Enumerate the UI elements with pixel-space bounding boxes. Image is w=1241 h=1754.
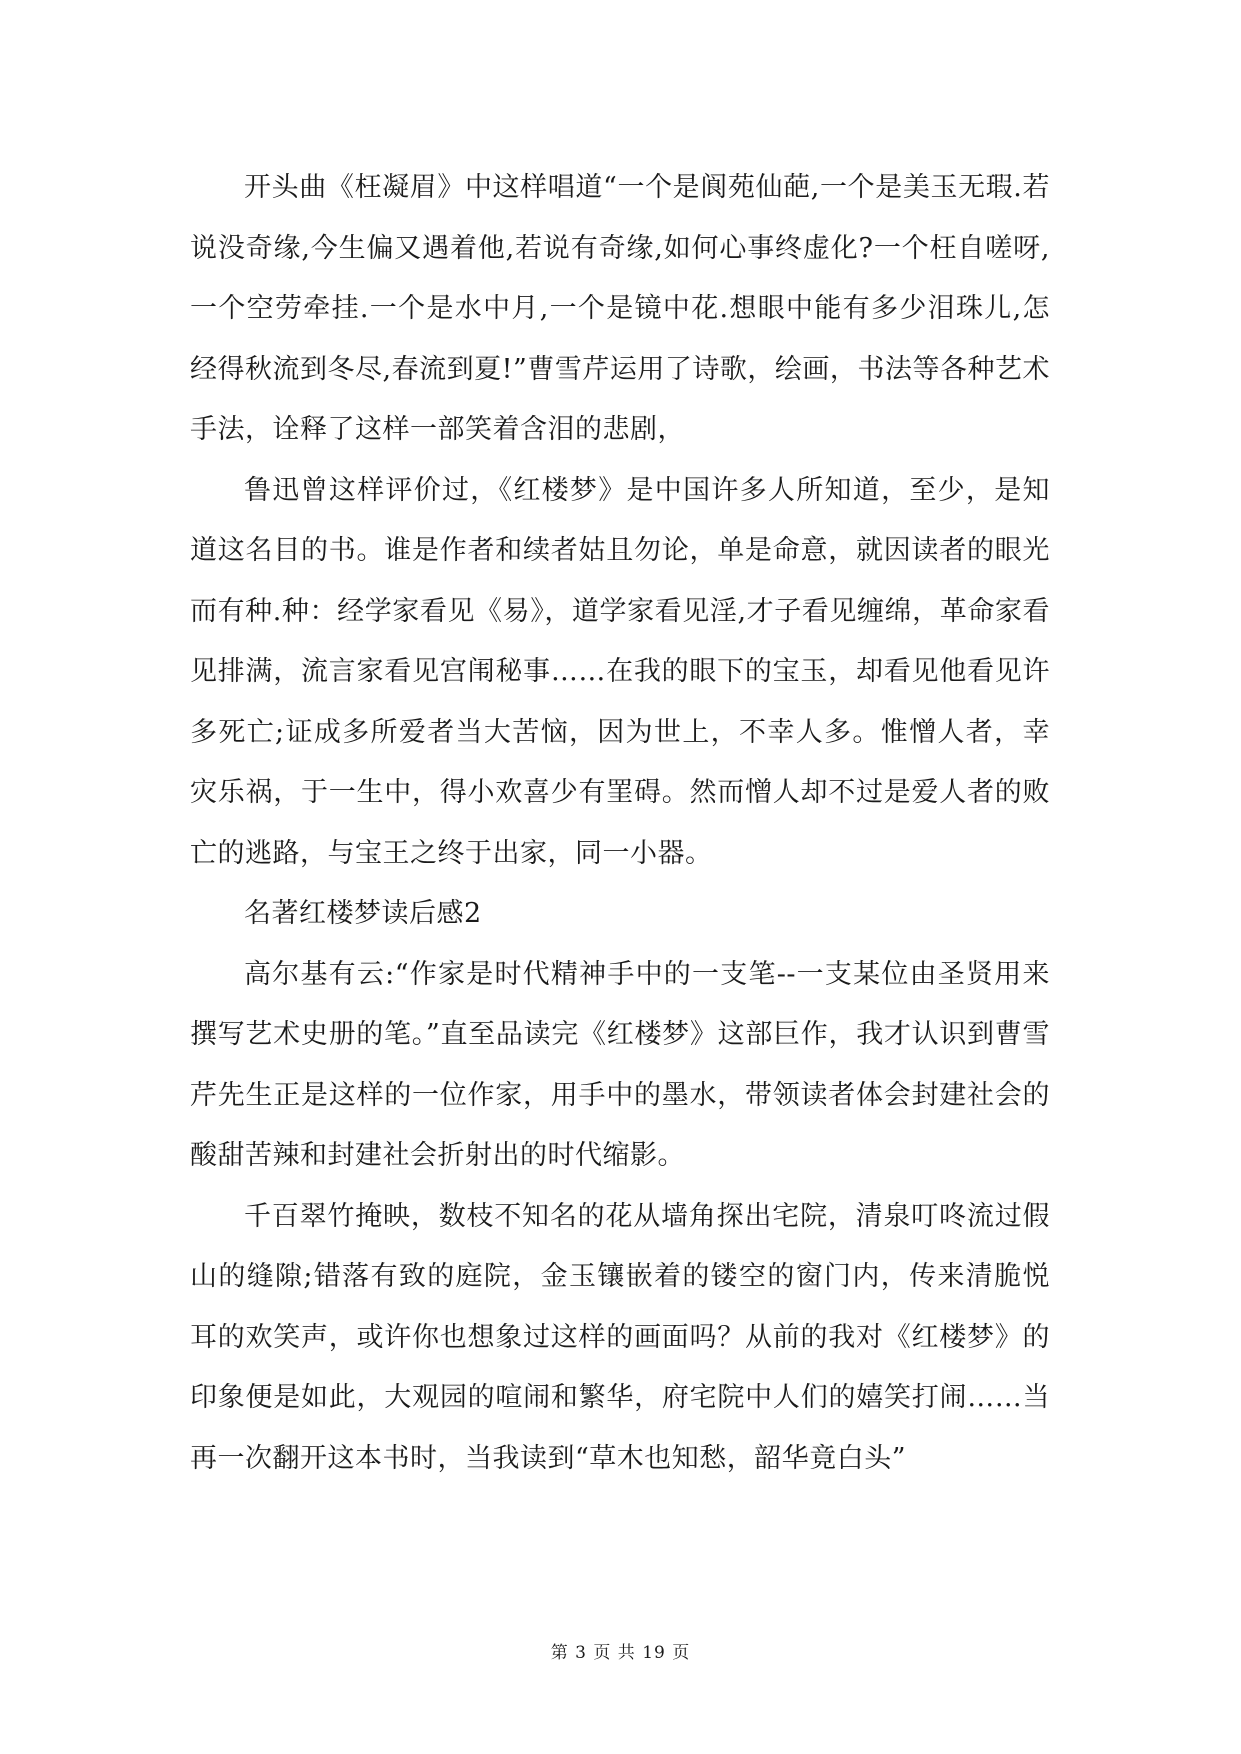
- page-footer: [0, 1638, 1241, 1663]
- paragraph: 千百翠竹掩映，数枝不知名的花从墙角探出宅院，清泉叮咚流过假山的缝隙;错落有致的庭院，金玉镶嵌着的镂空的窗门内，传来清脆悦耳的欢笑声，或许你也想象过这样的画面吗？从前的我对《红楼梦》的印象便是如此，大观园的喧闹和繁华，府宅院中人们的嬉笑打闹……当再一次翻开这本书时，当我读到“草木也知愁，韶华竟白头”: [190, 1200, 1050, 1474]
- footer-current-page: 3: [575, 1643, 587, 1663]
- paragraph: 开头曲《枉凝眉》中这样唱道“一个是阆苑仙葩,一个是美玉无瑕.若说没奇缘,今生偏又遇着他,若说有奇缘,如何心事终虚化?一个枉自嗟呀,一个空劳牵挂.一个是水中月,一个是镜中花.想眼中能有多少泪珠儿,怎经得秋流到冬尽,春流到夏!”曹雪芹运用了诗歌，绘画，书法等各种艺术手法，诠释了这样一部笑着含泪的悲剧，: [190, 172, 1050, 445]
- footer-middle: 页 共: [593, 1643, 636, 1663]
- footer-prefix: 第: [550, 1643, 569, 1663]
- footer-total-pages: 19: [642, 1643, 666, 1663]
- footer-suffix: 页: [672, 1643, 691, 1663]
- paragraph: 鲁迅曾这样评价过，《红楼梦》是中国许多人所知道，至少，是知道这名目的书。谁是作者和续者姑且勿论，单是命意，就因读者的眼光而有种.种：经学家看见《易》，道学家看见淫,才子看见缠绵，革命家看见排满，流言家看见宫闱秘事……在我的眼下的宝玉，却看见他看见许多死亡;证成多所爱者当大苦恼，因为世上，不幸人多。惟憎人者，幸灾乐祸，于一生中，得小欢喜少有罣碍。然而憎人却不过是爱人者的败亡的逃路，与宝王之终于出家，同一小器。: [190, 474, 1050, 869]
- document-body: [190, 158, 1050, 1489]
- section-heading: 名著红楼梦读后感2: [244, 898, 482, 929]
- paragraph: 高尔基有云:“作家是时代精神手中的一支笔--一支某位由圣贤用来撰写艺术史册的笔。”直至品读完《红楼梦》这部巨作，我才认识到曹雪芹先生正是这样的一位作家，用手中的墨水，带领读者体会封建社会的酸甜苦辣和封建社会折射出的时代缩影。: [190, 958, 1050, 1171]
